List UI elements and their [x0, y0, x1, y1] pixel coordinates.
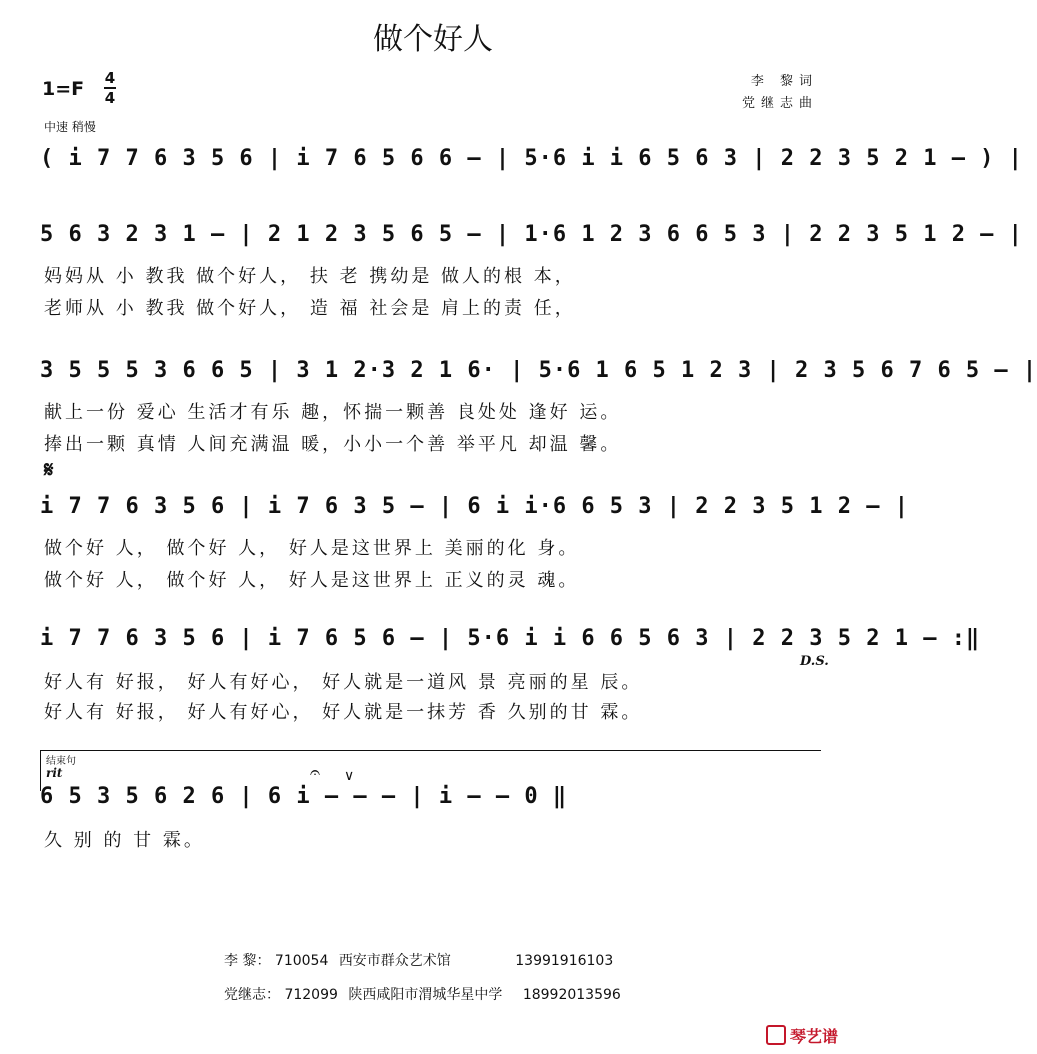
score-line-chorus-2: i 7 7 6 3 5 6 | i 7 6 5 6 – | 5·6 i i 6 6 5 6 3 | 2 2 3 5 2 1 – :‖ — [40, 626, 981, 651]
coda-label: 结束句 — [46, 756, 76, 767]
logo-text: 琴艺谱 — [790, 1027, 839, 1046]
ritardando-marking: rit — [46, 766, 63, 780]
score-line-verse-1: 5 6 3 2 3 1 – | 2 1 2 3 5 6 5 – | 1·6 1 2 3 6 6 5 3 | 2 2 3 5 1 2 – | — [40, 222, 1023, 247]
contact-row — [224, 984, 621, 1004]
contact-phone: 13991916103 — [515, 953, 614, 969]
score-line-intro: ( i 7 7 6 3 5 6 | i 7 6 5 6 6 – | 5·6 i i 6 5 6 3 | 2 2 3 5 2 1 – ) | — [40, 146, 1023, 171]
time-signature-top: 4 — [104, 69, 116, 87]
lyric-line: 久 别 的 甘 霖。 — [44, 830, 205, 851]
time-signature-bottom: 4 — [104, 89, 116, 107]
segno-sign: 𝄋 — [44, 458, 54, 483]
composer-credit: 党继志曲 — [741, 96, 818, 111]
lyric-line: 好人有 好报， 好人有好心， 好人就是一道风 景 亮丽的星 辰。 — [44, 672, 643, 693]
lyricist-credit: 李 黎词 — [750, 74, 818, 89]
score-line-chorus-1: i 7 7 6 3 5 6 | i 7 6 3 5 – | 6 i i·6 6 5 3 | 2 2 3 5 1 2 – | — [40, 494, 909, 519]
score-line-coda: 6 5 3 5 6 2 6 | 6 i – – – | i – – 0 ‖ — [40, 784, 568, 809]
contact-org: 陕西咸阳市渭城华星中学 — [348, 987, 503, 1003]
logo-icon — [766, 1025, 786, 1045]
contact-postcode: 712099 — [284, 987, 338, 1003]
time-signature — [104, 70, 116, 106]
lyric-line: 捧出一颗 真情 人间充满温 暖，小小一个善 举平凡 却温 馨。 — [44, 434, 622, 455]
contact-postcode: 710054 — [274, 953, 329, 969]
tempo-marking: 中速 稍慢 — [44, 120, 96, 134]
contact-name: 李 黎： — [224, 953, 271, 969]
key-signature: 1=F — [42, 78, 85, 100]
contact-org: 西安市群众艺术馆 — [338, 953, 451, 969]
lyric-line: 献上一份 爱心 生活才有乐 趣，怀揣一颗善 良处处 逢好 运。 — [44, 402, 622, 423]
song-title: 做个好人 — [373, 22, 493, 57]
contact-row — [224, 950, 613, 970]
fermata-icon: 𝄐 — [310, 762, 321, 783]
breath-mark-icon: ∨ — [344, 768, 355, 784]
dal-segno-marking: D.S. — [800, 654, 829, 669]
lyric-line: 做个好 人， 做个好 人， 好人是这世界上 正义的灵 魂。 — [44, 570, 580, 591]
contact-phone: 18992013596 — [522, 987, 621, 1003]
lyric-line: 老师从 小 教我 做个好人， 造 福 社会是 肩上的责 任， — [44, 298, 576, 319]
lyric-line: 好人有 好报， 好人有好心， 好人就是一抹芳 香 久别的甘 霖。 — [44, 702, 643, 723]
lyric-line: 做个好 人， 做个好 人， 好人是这世界上 美丽的化 身。 — [44, 538, 580, 559]
score-line-verse-2: 3 5 5 5 3 6 6 5 | 3 1 2·3 2 1 6· | 5·6 1 6 5 1 2 3 | 2 3 5 6 7 6 5 – | — [40, 358, 1037, 383]
contact-name: 党继志： — [224, 987, 280, 1003]
lyric-line: 妈妈从 小 教我 做个好人， 扶 老 携幼是 做人的根 本， — [44, 266, 576, 287]
site-logo — [766, 1024, 838, 1047]
